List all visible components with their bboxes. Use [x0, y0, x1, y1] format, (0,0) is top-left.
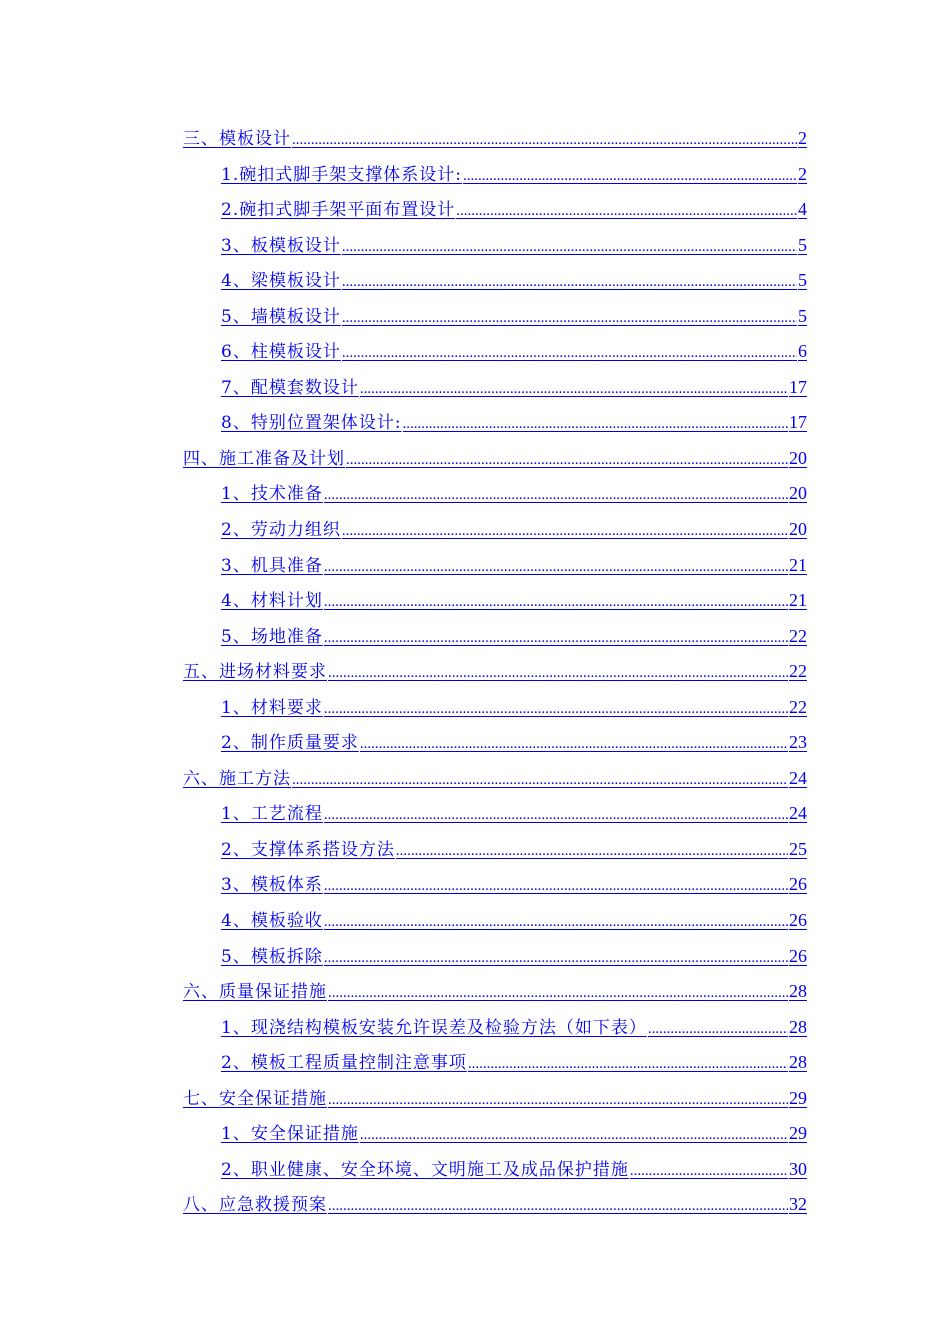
toc-entry-label: 六、施工方法: [183, 768, 291, 789]
toc-page-number: 21: [789, 590, 807, 611]
toc-entry-label: 2、模板工程质量控制注意事项: [221, 1053, 467, 1074]
toc-section-link[interactable]: [183, 764, 807, 800]
toc-dot-leader: [360, 1127, 788, 1144]
toc-page-number: 30: [789, 1158, 807, 1179]
toc-subsection-link[interactable]: [183, 302, 807, 338]
toc-dot-leader: [328, 1092, 788, 1109]
toc-page-number: 32: [789, 1194, 807, 1215]
toc-subsection-link[interactable]: [183, 337, 807, 373]
toc-subsection-link[interactable]: [183, 1155, 807, 1191]
toc-subsection-link[interactable]: [183, 1013, 807, 1049]
toc-subsection-link[interactable]: [183, 515, 807, 551]
toc-subsection-link[interactable]: [183, 479, 807, 515]
toc-dot-leader: [342, 274, 797, 291]
toc-dot-leader: [396, 843, 788, 860]
toc-dot-leader: [360, 381, 788, 398]
toc-section-link[interactable]: [183, 124, 807, 160]
toc-page-number: 21: [789, 554, 807, 575]
toc-page-number: 2: [798, 128, 807, 148]
toc-dot-leader: [324, 950, 788, 967]
toc-entry-label: 2、职业健康、安全环境、文明施工及成品保护措施: [221, 1159, 629, 1180]
toc-page-number: 20: [789, 447, 807, 468]
toc-page-number: 25: [789, 838, 807, 859]
toc-section-link[interactable]: [183, 1084, 807, 1120]
toc-subsection-link[interactable]: [183, 1119, 807, 1155]
toc-dot-leader: [346, 452, 788, 469]
toc-subsection-link[interactable]: [183, 1048, 807, 1084]
toc-dot-leader: [342, 345, 797, 362]
toc-section-link[interactable]: [183, 1190, 807, 1226]
toc-entry-label: 2、支撑体系搭设方法: [221, 839, 395, 860]
toc-subsection-link[interactable]: [183, 942, 807, 978]
toc-page-number: 29: [789, 1087, 807, 1108]
toc-entry-label: 五、进场材料要求: [183, 662, 327, 683]
toc-entry-label: 2、制作质量要求: [221, 733, 359, 754]
toc-dot-leader: [324, 559, 788, 576]
toc-entry-label: 三、模板设计: [183, 129, 291, 149]
toc-page-number: 22: [789, 661, 807, 682]
toc-dot-leader: [324, 701, 788, 718]
toc-page-number: 17: [789, 376, 807, 397]
toc-entry-label: 4、模板验收: [221, 911, 323, 932]
toc-subsection-link[interactable]: [183, 551, 807, 587]
toc-page-number: 22: [789, 625, 807, 646]
toc-page-number: 28: [789, 981, 807, 1002]
toc-dot-leader: [328, 1198, 788, 1215]
toc-page-number: 6: [798, 341, 807, 362]
toc-entry-label: 四、施工准备及计划: [183, 448, 345, 469]
toc-dot-leader: [403, 416, 788, 433]
toc-entry-label: 5、墙模板设计: [221, 306, 341, 327]
toc-dot-leader: [463, 168, 797, 185]
toc-section-link[interactable]: [183, 657, 807, 693]
toc-page-number: 5: [798, 305, 807, 326]
toc-subsection-link[interactable]: [183, 835, 807, 871]
toc-page-number: 23: [789, 732, 807, 753]
toc-page-number: 24: [789, 767, 807, 788]
toc-dot-leader: [292, 772, 788, 789]
toc-subsection-link[interactable]: [183, 622, 807, 658]
toc-dot-leader: [324, 914, 788, 931]
toc-subsection-link[interactable]: [183, 266, 807, 302]
toc-subsection-link[interactable]: [183, 231, 807, 267]
toc-page-number: 24: [789, 803, 807, 824]
toc-subsection-link[interactable]: [183, 870, 807, 906]
toc-dot-leader: [630, 1163, 788, 1180]
toc-entry-label: 七、安全保证措施: [183, 1088, 327, 1109]
toc-subsection-link[interactable]: [183, 728, 807, 764]
toc-entry-label: 1、安全保证措施: [221, 1124, 359, 1145]
toc-dot-leader: [324, 807, 788, 824]
toc-page-number: 20: [789, 483, 807, 504]
toc-subsection-link[interactable]: [183, 799, 807, 835]
toc-dot-leader: [342, 523, 788, 540]
toc-page-number: 28: [789, 1052, 807, 1073]
toc-subsection-link[interactable]: [183, 408, 807, 444]
toc-page-number: 29: [789, 1123, 807, 1144]
toc-dot-leader: [292, 132, 797, 149]
toc-entry-label: 2、劳动力组织: [221, 520, 341, 541]
toc-subsection-link[interactable]: [183, 195, 807, 231]
toc-entry-label: 3、机具准备: [221, 555, 323, 576]
toc-subsection-link[interactable]: [183, 693, 807, 729]
toc-page-number: 4: [798, 199, 807, 220]
toc-entry-label: 六、质量保证措施: [183, 982, 327, 1003]
toc-dot-leader: [328, 985, 788, 1002]
toc-page-number: 22: [789, 696, 807, 717]
toc-entry-label: 5、模板拆除: [221, 946, 323, 967]
toc-dot-leader: [324, 487, 788, 504]
toc-entry-label: 1、材料要求: [221, 697, 323, 718]
toc-dot-leader: [328, 665, 788, 682]
toc-dot-leader: [342, 239, 797, 256]
toc-subsection-link[interactable]: [183, 906, 807, 942]
toc-entry-label: 1、工艺流程: [221, 804, 323, 825]
toc-page-number: 5: [798, 270, 807, 291]
toc-entry-label: 5、场地准备: [221, 626, 323, 647]
toc-page-number: 26: [789, 945, 807, 966]
toc-page-number: 26: [789, 874, 807, 895]
toc-entry-label: 八、应急救援预案: [183, 1195, 327, 1216]
toc-entry-label: 3、板模板设计: [221, 235, 341, 256]
toc-page-number: 17: [789, 412, 807, 433]
toc-page-number: 26: [789, 910, 807, 931]
toc-page-number: 20: [789, 519, 807, 540]
toc-dot-leader: [456, 203, 797, 220]
toc-entry-label: 4、材料计划: [221, 591, 323, 612]
toc-dot-leader: [648, 1021, 788, 1038]
toc-subsection-link[interactable]: [183, 160, 807, 196]
toc-entry-label: 1.碗扣式脚手架支撑体系设计:: [221, 164, 462, 185]
toc-section-link[interactable]: [183, 977, 807, 1013]
table-of-contents: [183, 124, 807, 1226]
toc-dot-leader: [468, 1056, 788, 1073]
toc-subsection-link[interactable]: [183, 373, 807, 409]
toc-entry-label: 1、现浇结构模板安装允许误差及检验方法（如下表）: [221, 1017, 647, 1038]
toc-dot-leader: [324, 878, 788, 895]
toc-dot-leader: [342, 310, 797, 327]
toc-page-number: 2: [798, 163, 807, 184]
toc-page-number: 5: [798, 234, 807, 255]
toc-subsection-link[interactable]: [183, 586, 807, 622]
toc-dot-leader: [360, 736, 788, 753]
toc-page-number: 28: [789, 1016, 807, 1037]
toc-entry-label: 7、配模套数设计: [221, 377, 359, 398]
toc-entry-label: 6、柱模板设计: [221, 342, 341, 363]
toc-entry-label: 3、模板体系: [221, 875, 323, 896]
toc-dot-leader: [324, 594, 788, 611]
toc-entry-label: 2.碗扣式脚手架平面布置设计: [221, 200, 456, 221]
toc-entry-label: 8、特别位置架体设计:: [221, 413, 402, 434]
toc-section-link[interactable]: [183, 444, 807, 480]
toc-entry-label: 4、梁模板设计: [221, 271, 341, 292]
toc-entry-label: 1、技术准备: [221, 484, 323, 505]
toc-dot-leader: [324, 630, 788, 647]
